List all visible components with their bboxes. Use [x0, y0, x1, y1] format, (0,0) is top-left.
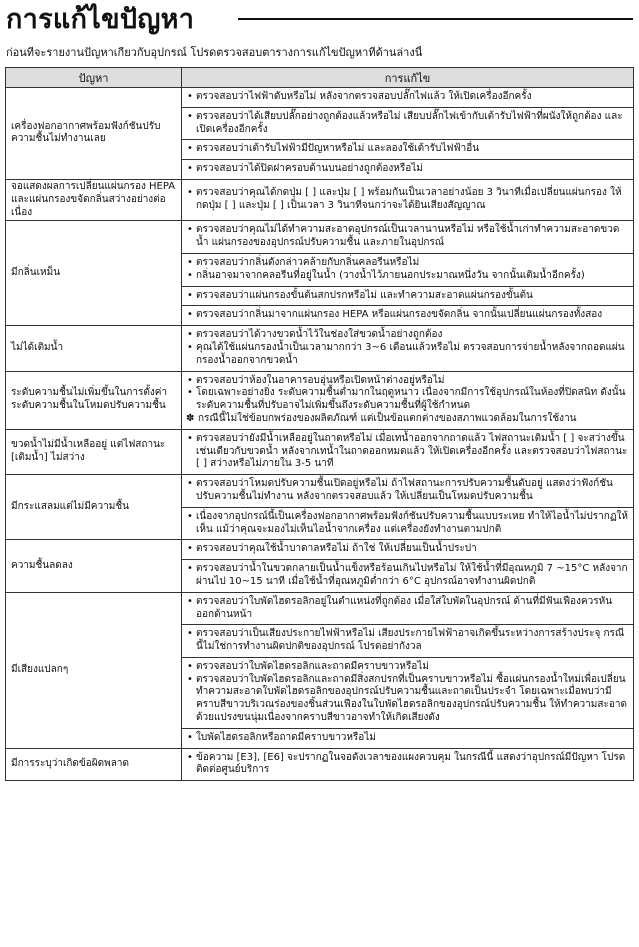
solution-cell	[182, 560, 634, 593]
solution-item: • โดยเฉพาะอย่างยิ่ง ระดับความชื้นต่ำมากในฤดูหนาว เนื่องจากมีการใช้อุปกรณ์ในห้องที่ปิดสนิท ดังนั้น ระดับความชื้นที่ปรับอาจไม่เพิ่มขึ้นถึงระดับความชื้นที่ผู้ใช้กำหนด	[186, 387, 629, 413]
table-row	[6, 88, 634, 108]
solution-cell	[182, 253, 634, 286]
solution-item: • ตรวจสอบว่าใบพัดไฮดรอลิกและถาดมีคราบขาวหรือไม่	[186, 661, 629, 674]
solution-item: • ตรวจสอบว่าได้ปิดฝาครอบด้านบนอย่างถูกต้องหรือไม่	[186, 163, 629, 176]
solution-cell	[182, 507, 634, 540]
solution-item: • ตรวจสอบว่าไฟฟ้าดับหรือไม่ หลังจากตรวจสอบปลั๊กไฟแล้ว ให้เปิดเครื่องอีกครั้ง	[186, 91, 629, 104]
solution-item: • ใบพัดไฮดรอลิกหรือถาดมีคราบขาวหรือไม่	[186, 732, 629, 745]
solution-item: • ตรวจสอบว่าได้เสียบปลั๊กอย่างถูกต้องแล้วหรือไม่ เสียบปลั๊กไฟเข้ากับเต้ารับไฟฟ้าที่ผนังให้ถูกต้อง และเปิดเครื่องอีกครั้ง	[186, 111, 629, 137]
solution-item: • ตรวจสอบว่าแผ่นกรองขั้นต้นสกปรกหรือไม่ และทำความสะอาดแผ่นกรองขั้นต้น	[186, 290, 629, 303]
problem-cell: มีกลิ่นเหม็น	[6, 221, 182, 326]
solution-item: • ตรวจสอบว่าคุณใช้น้ำบาดาลหรือไม่ ถ้าใช่ ให้เปลี่ยนเป็นน้ำประปา	[186, 543, 629, 556]
problem-cell: มีเสียงแปลกๆ	[6, 592, 182, 748]
solution-cell	[182, 371, 634, 429]
table-row	[6, 221, 634, 254]
solution-item: • ข้อความ [E3], [E6] จะปรากฏในจอดังเวลาของแผงควบคุม ในกรณีนี้ แสดงว่าอุปกรณ์มีปัญหา โปรดติดต่อศูนย์บริการ	[186, 752, 629, 778]
solution-cell	[182, 429, 634, 474]
solution-item: • เนื่องจากอุปกรณ์นี้เป็นเครื่องฟอกอากาศพร้อมฟังก์ชันปรับความชื้นแบบระเหย ทำให้ไอน้ำไม่ปรากฏให้เห็น แม้ว่าคุณจะมองไม่เห็นไอน้ำจากเครื่อง แต่เครื่องยังทำงานตามปกติ	[186, 511, 629, 537]
problem-cell: ความชื้นลดลง	[6, 540, 182, 592]
table-body	[6, 88, 634, 781]
problem-cell: ไม่ได้เติมน้ำ	[6, 326, 182, 371]
solution-item: • ตรวจสอบว่าใบพัดไฮดรอลิกและถาดมีสิ่งสกปรกที่เป็นคราบขาวหรือไม่ ซื้อแผ่นกรองน้ำใหม่เพื่อเปลี่ยน ทำความสะอาดใบพัดไฮดรอลิกของอุปกรณ์ปรับความชื้นและถาดเป็นประจำ โดยเฉพาะเมื่อพบว่ามีคราบสีขาวบริเวณร่องของชิ้นส่วนเฟืองในใบพัดไฮดรอลิกของอุปกรณ์ปรับความชื้น ให้ทำความสะอาดด้วยแปรงขนนุ่มเนื่องจากคราบสีขาวอาจทำให้เกิดเสียงดัง	[186, 674, 629, 725]
problem-cell: มีกระแสลมแต่ไม่มีความชื้น	[6, 475, 182, 540]
solution-cell	[182, 540, 634, 560]
table-row	[6, 592, 634, 625]
note-item: ✽ กรณีนี้ไม่ใช่ข้อบกพร่องของผลิตภัณฑ์ แต่เป็นข้อแตกต่างของสภาพแวดล้อมในการใช้งาน	[186, 413, 629, 426]
solution-cell	[182, 748, 634, 781]
title-row	[6, 4, 633, 38]
solution-cell	[182, 475, 634, 508]
solution-cell	[182, 306, 634, 326]
solution-item: • คุณได้ใช้แผ่นกรองน้ำเป็นเวลามากกว่า 3~6 เดือนแล้วหรือไม่ ตรวจสอบการจ่ายน้ำหลังจากถอดแผ่นกรองน้ำออกจากขวดน้ำ	[186, 342, 629, 368]
problem-cell: ขวดน้ำไม่มีน้ำเหลืออยู่ แต่ไฟสถานะ [เติมน้ำ] ไม่สว่าง	[6, 429, 182, 474]
table-row	[6, 540, 634, 560]
problem-cell: มีการระบุว่าเกิดข้อผิดพลาด	[6, 748, 182, 781]
intro-text: ก่อนที่จะรายงานปัญหาเกี่ยวกับอุปกรณ์ โปรดตรวจสอบตารางการแก้ไขปัญหาที่ด้านล่างนี้	[6, 46, 423, 59]
solution-item: • ตรวจสอบว่ากลิ่นดังกล่าวคล้ายกับกลิ่นคลอรีนหรือไม่	[186, 257, 629, 270]
solution-cell	[182, 179, 634, 220]
solution-cell	[182, 286, 634, 306]
solution-cell	[182, 221, 634, 254]
title-divider	[238, 18, 633, 20]
problem-cell: เครื่องฟอกอากาศพร้อมฟังก์ชันปรับความชื้นไม่ทำงานเลย	[6, 88, 182, 180]
table-row	[6, 429, 634, 474]
solution-item: • ตรวจสอบว่าได้วางขวดน้ำไว้ในช่องใส่ขวดน้ำอย่างถูกต้อง	[186, 329, 629, 342]
solution-item: • ตรวจสอบว่าห้องในอาคารอบอุ่นหรือเปิดหน้าต่างอยู่หรือไม่	[186, 375, 629, 388]
table-row	[6, 475, 634, 508]
problem-cell: ระดับความชื้นไม่เพิ่มขึ้นในการตั้งค่าระดับความชื้นในโหมดปรับความชื้น	[6, 371, 182, 429]
solution-item: • ตรวจสอบว่าโหมดปรับความชื้นเปิดอยู่หรือไม่ ถ้าไฟสถานะการปรับความชื้นดับอยู่ แสดงว่าฟังก์ชันปรับความชื้นไม่ทำงาน หลังจากตรวจสอบแล้ว ให้เปลี่ยนเป็นโหมดปรับความชื้น	[186, 478, 629, 504]
problem-column-header: ปัญหา	[6, 68, 182, 88]
page-title: การแก้ไขปัญหา	[6, 4, 195, 35]
solution-item: • ตรวจสอบว่าเป็นเสียงประกายไฟฟ้าหรือไม่ เสียงประกายไฟฟ้าอาจเกิดขึ้นระหว่างการสร้างประจุ กรณีนี้ไม่ใช่การทำงานผิดปกติของอุปกรณ์ โปรดอย่ากังวล	[186, 628, 629, 654]
solution-item: • ตรวจสอบว่าคุณได้กดปุ่ม [ ] และปุ่ม [ ] พร้อมกันเป็นเวลาอย่างน้อย 3 วินาทีเมื่อเปลี่ยนแผ่นกรอง ให้กดปุ่ม [ ] และปุ่ม [ ] เป็นเวลา 3 วินาทีจนกว่าจะได้ยินเสียงสัญญาณ	[186, 187, 629, 213]
solution-cell	[182, 326, 634, 371]
solution-cell	[182, 657, 634, 728]
table-row	[6, 748, 634, 781]
solution-item: • ตรวจสอบว่าคุณไม่ได้ทำความสะอาดอุปกรณ์เป็นเวลานานหรือไม่ หรือใช้น้ำเก่าทำความสะอาดขวดน้ำ แผ่นกรองของอุปกรณ์ปรับความชื้น และภายในอุปกรณ์	[186, 224, 629, 250]
solution-item: • ตรวจสอบว่าใบพัดไฮดรอลิกอยู่ในตำแหน่งที่ถูกต้อง เมื่อใส่ใบพัดในอุปกรณ์ ด้านที่มีฟันเฟืองควรหันออกด้านหน้า	[186, 596, 629, 622]
solution-cell	[182, 88, 634, 108]
solution-item: • ตรวจสอบว่าเต้ารับไฟฟ้ามีปัญหาหรือไม่ และลองใช้เต้ารับไฟฟ้าอื่น	[186, 143, 629, 156]
solution-item: • กลิ่นอาจมาจากคลอรีนที่อยู่ในน้ำ (วางน้ำไว้ภายนอกประมาณหนึ่งวัน จากนั้นเติมน้ำอีกครั้ง)	[186, 270, 629, 283]
solution-cell	[182, 160, 634, 180]
solution-cell	[182, 728, 634, 748]
table-row	[6, 326, 634, 371]
solution-item: • ตรวจสอบว่าน้ำในขวดกลายเป็นน้ำแข็งหรือร้อนเกินไปหรือไม่ ให้ใช้น้ำที่มีอุณหภูมิ 7 ~15°C หลังจากผ่านไป 10~15 นาที เมื่อใช้น้ำที่อุณหภูมิต่ำกว่า 6°C อุปกรณ์อาจทำงานผิดปกติ	[186, 563, 629, 589]
table-row	[6, 179, 634, 220]
solution-cell	[182, 592, 634, 625]
table-header-row	[6, 68, 634, 88]
solution-cell	[182, 625, 634, 658]
problem-cell: จอแสดงผลการเปลี่ยนแผ่นกรอง HEPA และแผ่นกรองขจัดกลิ่นสว่างอย่างต่อเนื่อง	[6, 179, 182, 220]
solution-item: • ตรวจสอบว่ากลิ่นมาจากแผ่นกรอง HEPA หรือแผ่นกรองขจัดกลิ่น จากนั้นเปลี่ยนแผ่นกรองทั้งสอง	[186, 309, 629, 322]
solution-cell	[182, 140, 634, 160]
solution-item: • ตรวจสอบว่ายังมีน้ำเหลืออยู่ในถาดหรือไม่ เมื่อเทน้ำออกจากถาดแล้ว ไฟสถานะเติมน้ำ [ ] จะสว่างขึ้น เช่นเดียวกับขวดน้ำ หลังจากเทน้ำในถาดออกหมดแล้ว ให้เปิดเครื่องอีกครั้ง และตรวจสอบว่าไฟสถานะ [ ] สว่างหรือไม่ภายใน 3-5 นาที	[186, 433, 629, 471]
solution-column-header: การแก้ไข	[182, 68, 634, 88]
troubleshooting-table	[5, 67, 634, 781]
solution-cell	[182, 107, 634, 140]
table-row	[6, 371, 634, 429]
